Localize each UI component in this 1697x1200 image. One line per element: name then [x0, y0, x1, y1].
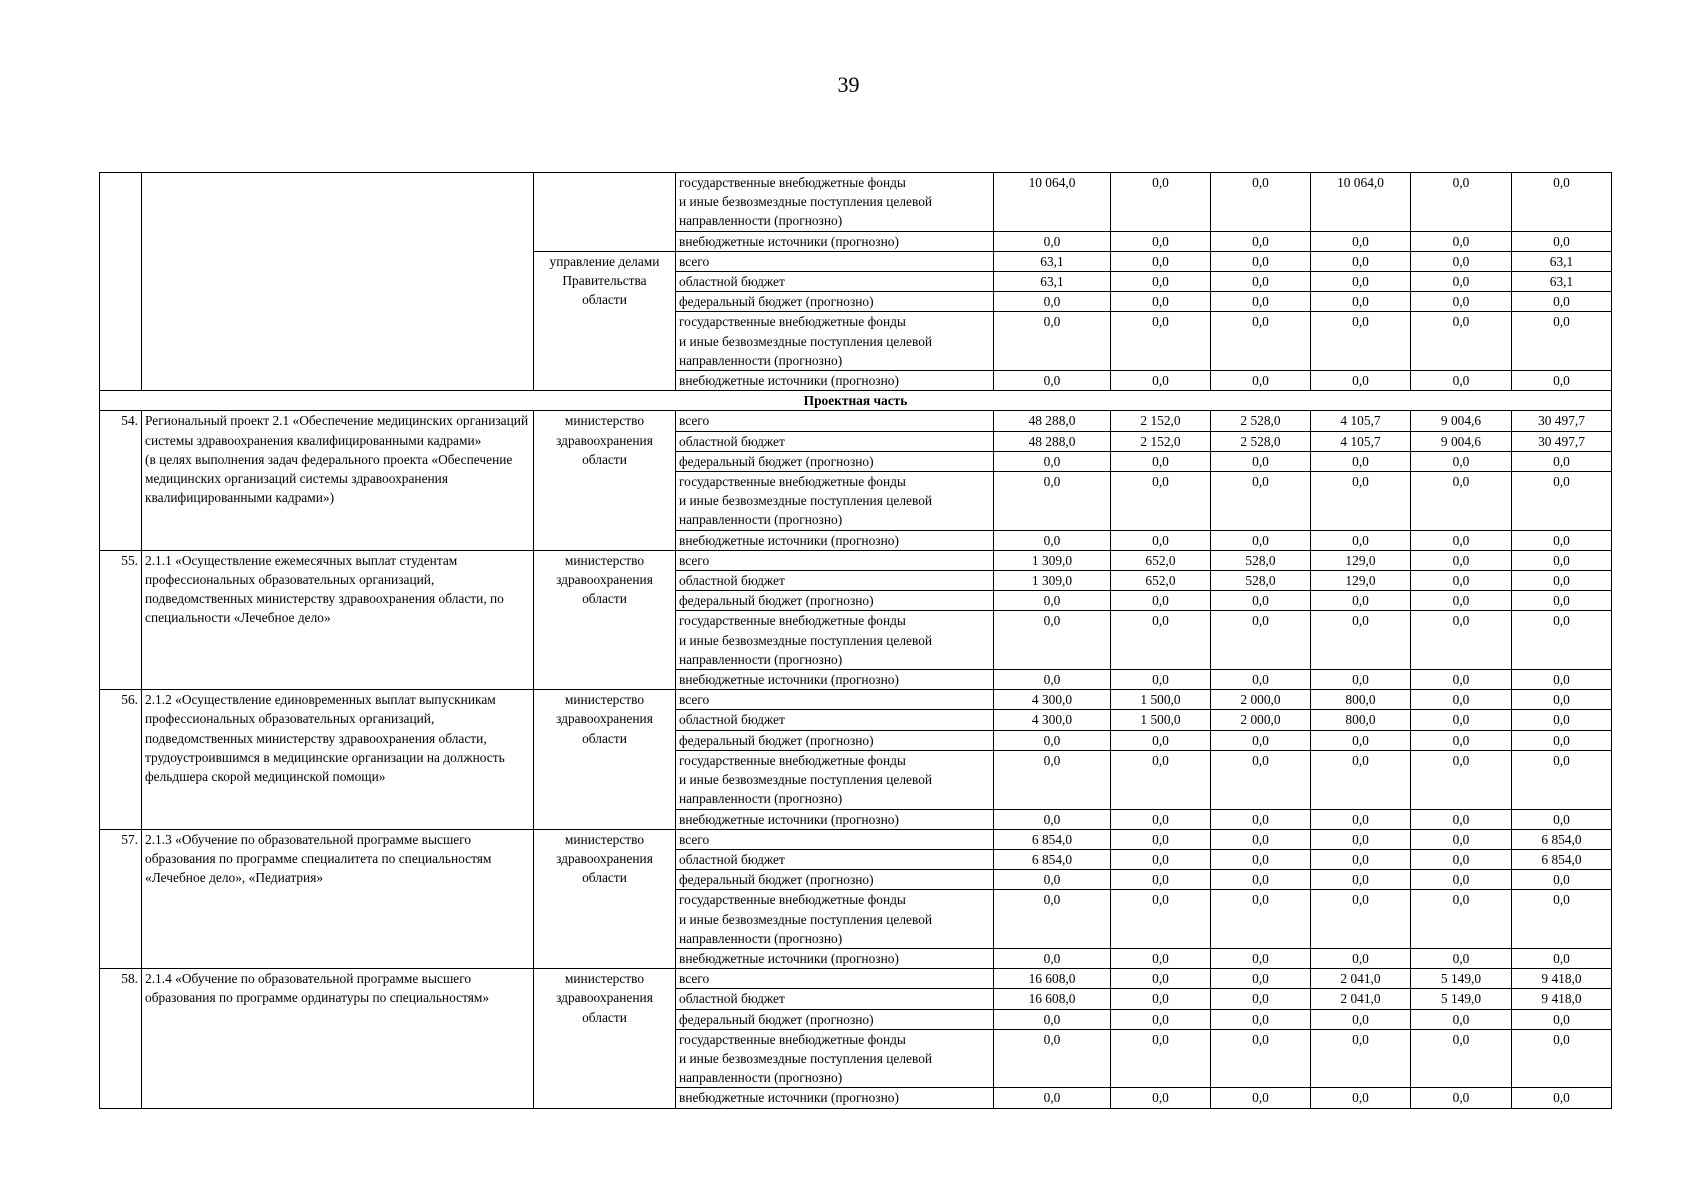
value-cell: 0,0 [1512, 231, 1612, 251]
value-cell: 0,0 [1311, 231, 1411, 251]
value-cell: 0,0 [1211, 750, 1311, 809]
value-cell: 0,0 [994, 730, 1111, 750]
value-cell: 9 418,0 [1512, 969, 1612, 989]
value-cell: 0,0 [1411, 611, 1512, 670]
table-row [100, 829, 1612, 849]
value-cell: 0,0 [1311, 1009, 1411, 1029]
value-cell: 0,0 [1512, 451, 1612, 471]
value-cell: 0,0 [1211, 530, 1311, 550]
value-cell: 0,0 [1211, 611, 1311, 670]
value-cell: 652,0 [1111, 571, 1211, 591]
value-cell: 0,0 [994, 451, 1111, 471]
value-cell: 0,0 [1311, 670, 1411, 690]
value-cell: 0,0 [1512, 710, 1612, 730]
row-number-cell: 55. [100, 550, 142, 689]
value-cell: 1 309,0 [994, 571, 1111, 591]
source-cell: государственные внебюджетные фонды и иные безвозмездные поступления целевой направленности (прогнозно) [676, 312, 994, 371]
value-cell: 0,0 [1311, 809, 1411, 829]
value-cell: 0,0 [1512, 292, 1612, 312]
value-cell: 0,0 [1211, 312, 1311, 371]
value-cell: 0,0 [1211, 670, 1311, 690]
value-cell: 0,0 [1211, 451, 1311, 471]
source-cell: государственные внебюджетные фонды и иные безвозмездные поступления целевой направленности (прогнозно) [676, 890, 994, 949]
value-cell: 0,0 [1411, 750, 1512, 809]
value-cell: 0,0 [1111, 251, 1211, 271]
value-cell: 4 300,0 [994, 690, 1111, 710]
source-cell: государственные внебюджетные фонды и иные безвозмездные поступления целевой направленности (прогнозно) [676, 750, 994, 809]
value-cell: 6 854,0 [1512, 849, 1612, 869]
value-cell: 0,0 [1311, 948, 1411, 968]
value-cell: 1 309,0 [994, 550, 1111, 570]
value-cell: 0,0 [994, 371, 1111, 391]
value-cell: 652,0 [1111, 550, 1211, 570]
executor-cell: министерство здравоохранения области [534, 690, 676, 829]
source-cell: всего [676, 550, 994, 570]
value-cell: 0,0 [1512, 611, 1612, 670]
section-row [100, 391, 1612, 411]
value-cell: 0,0 [1311, 251, 1411, 271]
value-cell: 0,0 [1211, 272, 1311, 292]
value-cell: 0,0 [1111, 272, 1211, 292]
value-cell: 0,0 [1111, 809, 1211, 829]
value-cell: 0,0 [1211, 292, 1311, 312]
value-cell: 0,0 [994, 670, 1111, 690]
value-cell: 0,0 [1512, 750, 1612, 809]
value-cell: 0,0 [1211, 1088, 1311, 1108]
table-row [100, 969, 1612, 989]
value-cell: 0,0 [1411, 730, 1512, 750]
value-cell: 0,0 [1311, 1088, 1411, 1108]
value-cell: 0,0 [1411, 710, 1512, 730]
value-cell: 0,0 [994, 1029, 1111, 1088]
value-cell: 0,0 [1311, 750, 1411, 809]
value-cell: 0,0 [1211, 251, 1311, 271]
value-cell: 0,0 [1411, 890, 1512, 949]
value-cell: 0,0 [1512, 730, 1612, 750]
value-cell: 30 497,7 [1512, 411, 1612, 431]
table-row [100, 550, 1612, 570]
source-cell: внебюджетные источники (прогнозно) [676, 1088, 994, 1108]
row-name-cell: 2.1.4 «Обучение по образовательной программе высшего образования по программе ординатуры по специальностям» [142, 969, 534, 1108]
source-cell: областной бюджет [676, 710, 994, 730]
value-cell: 528,0 [1211, 550, 1311, 570]
value-cell: 0,0 [1411, 451, 1512, 471]
value-cell: 0,0 [994, 1088, 1111, 1108]
value-cell: 0,0 [1411, 1088, 1512, 1108]
value-cell: 0,0 [1311, 530, 1411, 550]
executor-cell: министерство здравоохранения области [534, 411, 676, 550]
value-cell: 10 064,0 [994, 173, 1111, 232]
value-cell: 16 608,0 [994, 969, 1111, 989]
executor-cell: министерство здравоохранения области [534, 550, 676, 689]
value-cell: 0,0 [1111, 969, 1211, 989]
value-cell: 0,0 [1411, 312, 1512, 371]
executor-cell [534, 173, 676, 252]
page-number: 39 [837, 72, 860, 97]
value-cell: 0,0 [994, 948, 1111, 968]
value-cell: 0,0 [994, 809, 1111, 829]
value-cell: 0,0 [1512, 1009, 1612, 1029]
value-cell: 0,0 [1111, 472, 1211, 531]
value-cell: 63,1 [1512, 251, 1612, 271]
value-cell: 0,0 [994, 591, 1111, 611]
value-cell: 0,0 [1111, 829, 1211, 849]
value-cell: 0,0 [1311, 472, 1411, 531]
value-cell: 0,0 [1411, 472, 1512, 531]
value-cell: 0,0 [1311, 890, 1411, 949]
source-cell: областной бюджет [676, 571, 994, 591]
source-cell: внебюджетные источники (прогнозно) [676, 371, 994, 391]
value-cell: 0,0 [1411, 231, 1512, 251]
source-cell: всего [676, 690, 994, 710]
value-cell: 0,0 [1311, 849, 1411, 869]
value-cell: 0,0 [1512, 690, 1612, 710]
row-name-cell: 2.1.3 «Обучение по образовательной программе высшего образования по программе специалитета по специальностям «Лечебное дело», «Педиатрия» [142, 829, 534, 968]
value-cell: 0,0 [1411, 272, 1512, 292]
value-cell: 0,0 [1411, 530, 1512, 550]
value-cell: 0,0 [994, 292, 1111, 312]
value-cell: 0,0 [1211, 472, 1311, 531]
value-cell: 0,0 [1111, 989, 1211, 1009]
value-cell: 0,0 [994, 750, 1111, 809]
value-cell: 6 854,0 [994, 829, 1111, 849]
value-cell: 0,0 [1512, 809, 1612, 829]
value-cell: 0,0 [1311, 730, 1411, 750]
value-cell: 9 418,0 [1512, 989, 1612, 1009]
value-cell: 0,0 [1211, 371, 1311, 391]
value-cell: 0,0 [1311, 292, 1411, 312]
value-cell: 2 528,0 [1211, 431, 1311, 451]
row-number-cell: 58. [100, 969, 142, 1108]
value-cell: 16 608,0 [994, 989, 1111, 1009]
source-cell: федеральный бюджет (прогнозно) [676, 730, 994, 750]
row-name-cell: 2.1.2 «Осуществление единовременных выплат выпускникам профессиональных образовательных организаций, подведомственных министерству здравоохранения области, трудоустроившимся в медицинские организации на должность фельдшера скорой медицинской помощи» [142, 690, 534, 829]
source-cell: всего [676, 251, 994, 271]
value-cell: 0,0 [1512, 530, 1612, 550]
value-cell: 6 854,0 [994, 849, 1111, 869]
value-cell: 0,0 [1211, 870, 1311, 890]
source-cell: внебюджетные источники (прогнозно) [676, 948, 994, 968]
value-cell: 0,0 [1512, 591, 1612, 611]
value-cell: 0,0 [1512, 870, 1612, 890]
source-cell: областной бюджет [676, 272, 994, 292]
value-cell: 0,0 [1512, 670, 1612, 690]
value-cell: 0,0 [1311, 870, 1411, 890]
value-cell: 63,1 [994, 251, 1111, 271]
value-cell: 0,0 [1311, 611, 1411, 670]
value-cell: 9 004,6 [1411, 431, 1512, 451]
value-cell: 0,0 [1411, 1029, 1512, 1088]
table-row [100, 173, 1612, 232]
value-cell: 0,0 [994, 312, 1111, 371]
value-cell: 129,0 [1311, 550, 1411, 570]
source-cell: внебюджетные источники (прогнозно) [676, 231, 994, 251]
value-cell: 0,0 [1111, 750, 1211, 809]
value-cell: 0,0 [1311, 591, 1411, 611]
row-name-cell: Региональный проект 2.1 «Обеспечение медицинских организаций системы здравоохранения квалифицированными кадрами» (в целях выполнения задач федерального проекта «Обеспечение медицинских организаций системы здравоохранения квалифицированными кадрами») [142, 411, 534, 550]
value-cell: 0,0 [1411, 948, 1512, 968]
value-cell: 0,0 [1211, 809, 1311, 829]
section-title: Проектная часть [100, 391, 1612, 411]
source-cell: государственные внебюджетные фонды и иные безвозмездные поступления целевой направленности (прогнозно) [676, 611, 994, 670]
budget-table [99, 172, 1612, 1109]
value-cell: 0,0 [1411, 1009, 1512, 1029]
value-cell: 0,0 [1411, 371, 1512, 391]
source-cell: всего [676, 411, 994, 431]
value-cell: 0,0 [1111, 451, 1211, 471]
value-cell: 4 300,0 [994, 710, 1111, 730]
source-cell: государственные внебюджетные фонды и иные безвозмездные поступления целевой направленности (прогнозно) [676, 472, 994, 531]
value-cell: 0,0 [1512, 890, 1612, 949]
value-cell: 0,0 [1311, 829, 1411, 849]
row-number-cell: 54. [100, 411, 142, 550]
value-cell: 0,0 [1311, 1029, 1411, 1088]
source-cell: внебюджетные источники (прогнозно) [676, 530, 994, 550]
value-cell: 0,0 [1111, 849, 1211, 869]
value-cell: 0,0 [1512, 472, 1612, 531]
value-cell: 528,0 [1211, 571, 1311, 591]
value-cell: 0,0 [1211, 890, 1311, 949]
value-cell: 0,0 [1512, 571, 1612, 591]
value-cell: 129,0 [1311, 571, 1411, 591]
value-cell: 0,0 [1111, 371, 1211, 391]
value-cell: 2 152,0 [1111, 431, 1211, 451]
value-cell: 0,0 [1512, 173, 1612, 232]
value-cell: 0,0 [1411, 829, 1512, 849]
value-cell: 0,0 [1211, 1029, 1311, 1088]
value-cell: 0,0 [1311, 272, 1411, 292]
table-body [100, 173, 1612, 1109]
value-cell: 1 500,0 [1111, 690, 1211, 710]
value-cell: 0,0 [1111, 890, 1211, 949]
source-cell: областной бюджет [676, 989, 994, 1009]
value-cell: 1 500,0 [1111, 710, 1211, 730]
value-cell: 63,1 [994, 272, 1111, 292]
value-cell: 0,0 [1411, 292, 1512, 312]
value-cell: 0,0 [994, 472, 1111, 531]
executor-cell: министерство здравоохранения области [534, 829, 676, 968]
value-cell: 0,0 [1311, 451, 1411, 471]
source-cell: внебюджетные источники (прогнозно) [676, 809, 994, 829]
value-cell: 0,0 [1211, 829, 1311, 849]
source-cell: федеральный бюджет (прогнозно) [676, 451, 994, 471]
value-cell: 0,0 [1211, 173, 1311, 232]
value-cell: 0,0 [1411, 173, 1512, 232]
value-cell: 5 149,0 [1411, 969, 1512, 989]
value-cell: 0,0 [1512, 312, 1612, 371]
value-cell: 0,0 [1411, 591, 1512, 611]
value-cell: 6 854,0 [1512, 829, 1612, 849]
value-cell: 0,0 [1111, 530, 1211, 550]
source-cell: федеральный бюджет (прогнозно) [676, 870, 994, 890]
value-cell: 2 000,0 [1211, 690, 1311, 710]
value-cell: 0,0 [1211, 969, 1311, 989]
value-cell: 0,0 [1211, 989, 1311, 1009]
value-cell: 0,0 [1111, 611, 1211, 670]
row-number-cell: 56. [100, 690, 142, 829]
row-number-cell [100, 173, 142, 391]
value-cell: 0,0 [1111, 591, 1211, 611]
table-row [100, 690, 1612, 710]
value-cell: 5 149,0 [1411, 989, 1512, 1009]
value-cell: 0,0 [1411, 849, 1512, 869]
value-cell: 2 528,0 [1211, 411, 1311, 431]
value-cell: 30 497,7 [1512, 431, 1612, 451]
value-cell: 0,0 [1411, 670, 1512, 690]
value-cell: 0,0 [1111, 870, 1211, 890]
value-cell: 0,0 [1211, 948, 1311, 968]
value-cell: 0,0 [1111, 1088, 1211, 1108]
value-cell: 10 064,0 [1311, 173, 1411, 232]
value-cell: 0,0 [994, 870, 1111, 890]
value-cell: 0,0 [1411, 870, 1512, 890]
table-row [100, 411, 1612, 431]
value-cell: 0,0 [994, 890, 1111, 949]
source-cell: внебюджетные источники (прогнозно) [676, 670, 994, 690]
value-cell: 48 288,0 [994, 431, 1111, 451]
value-cell: 48 288,0 [994, 411, 1111, 431]
value-cell: 0,0 [994, 231, 1111, 251]
value-cell: 2 000,0 [1211, 710, 1311, 730]
value-cell: 0,0 [994, 611, 1111, 670]
source-cell: всего [676, 969, 994, 989]
value-cell: 0,0 [1512, 948, 1612, 968]
source-cell: государственные внебюджетные фонды и иные безвозмездные поступления целевой направленности (прогнозно) [676, 1029, 994, 1088]
value-cell: 0,0 [1512, 550, 1612, 570]
source-cell: федеральный бюджет (прогнозно) [676, 292, 994, 312]
value-cell: 2 041,0 [1311, 969, 1411, 989]
value-cell: 2 041,0 [1311, 989, 1411, 1009]
value-cell: 4 105,7 [1311, 431, 1411, 451]
value-cell: 0,0 [1111, 948, 1211, 968]
value-cell: 800,0 [1311, 690, 1411, 710]
value-cell: 0,0 [994, 1009, 1111, 1029]
source-cell: федеральный бюджет (прогнозно) [676, 591, 994, 611]
executor-cell: министерство здравоохранения области [534, 969, 676, 1108]
value-cell: 63,1 [1512, 272, 1612, 292]
value-cell: 0,0 [1411, 550, 1512, 570]
value-cell: 0,0 [1512, 1029, 1612, 1088]
row-name-cell: 2.1.1 «Осуществление ежемесячных выплат студентам профессиональных образовательных организаций, подведомственных министерству здравоохранения области, по специальности «Лечебное дело» [142, 550, 534, 689]
value-cell: 0,0 [1111, 1029, 1211, 1088]
source-cell: областной бюджет [676, 431, 994, 451]
source-cell: государственные внебюджетные фонды и иные безвозмездные поступления целевой направленности (прогнозно) [676, 173, 994, 232]
value-cell: 0,0 [1111, 730, 1211, 750]
value-cell: 0,0 [1512, 371, 1612, 391]
source-cell: областной бюджет [676, 849, 994, 869]
value-cell: 0,0 [1211, 591, 1311, 611]
value-cell: 0,0 [1111, 173, 1211, 232]
row-number-cell: 57. [100, 829, 142, 968]
value-cell: 0,0 [1311, 371, 1411, 391]
executor-cell: управление делами Правительства области [534, 251, 676, 390]
row-name-cell [142, 173, 534, 391]
value-cell: 0,0 [1311, 312, 1411, 371]
value-cell: 800,0 [1311, 710, 1411, 730]
value-cell: 0,0 [1512, 1088, 1612, 1108]
value-cell: 0,0 [1111, 312, 1211, 371]
value-cell: 0,0 [1211, 231, 1311, 251]
source-cell: федеральный бюджет (прогнозно) [676, 1009, 994, 1029]
value-cell: 0,0 [1411, 690, 1512, 710]
value-cell: 0,0 [1111, 1009, 1211, 1029]
value-cell: 0,0 [1411, 251, 1512, 271]
value-cell: 0,0 [1411, 809, 1512, 829]
value-cell: 0,0 [1111, 231, 1211, 251]
value-cell: 9 004,6 [1411, 411, 1512, 431]
value-cell: 0,0 [1111, 670, 1211, 690]
value-cell: 0,0 [1211, 730, 1311, 750]
value-cell: 0,0 [1411, 571, 1512, 591]
value-cell: 0,0 [1111, 292, 1211, 312]
value-cell: 4 105,7 [1311, 411, 1411, 431]
value-cell: 0,0 [1211, 849, 1311, 869]
value-cell: 0,0 [1211, 1009, 1311, 1029]
source-cell: всего [676, 829, 994, 849]
value-cell: 0,0 [994, 530, 1111, 550]
value-cell: 2 152,0 [1111, 411, 1211, 431]
